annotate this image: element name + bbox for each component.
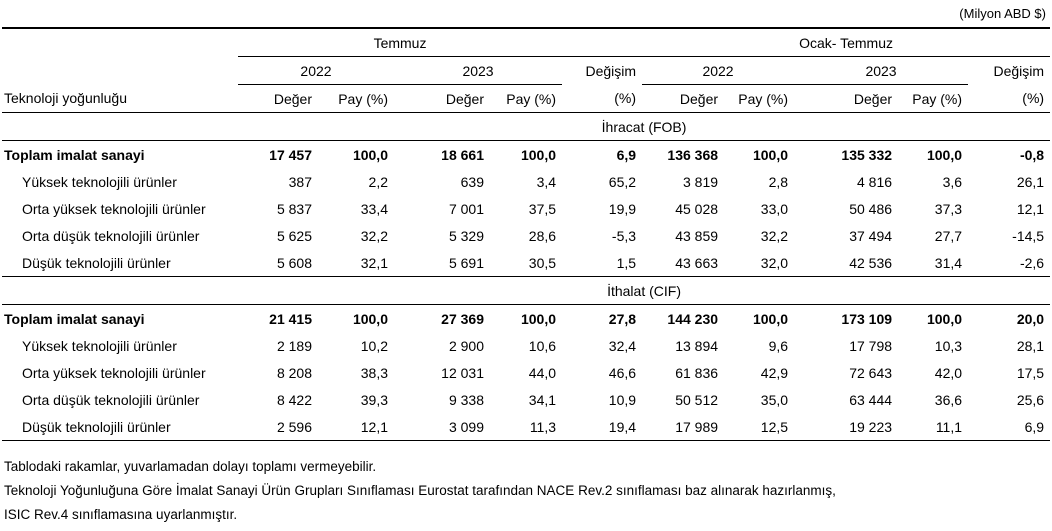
table-cell: 50 512 bbox=[675, 391, 719, 408]
table-cell: 10,3 bbox=[934, 337, 963, 354]
header-share: Pay (%) bbox=[724, 85, 794, 113]
table-cell: 19,9 bbox=[608, 200, 637, 217]
table-cell: 42 536 bbox=[849, 254, 893, 271]
table-cell: 61 836 bbox=[675, 364, 719, 381]
table-row bbox=[2, 332, 1050, 359]
table-cell: 27,8 bbox=[562, 305, 642, 333]
table-row bbox=[2, 386, 1050, 413]
table-cell: 5 837 bbox=[276, 200, 312, 217]
header-share: Pay (%) bbox=[318, 85, 394, 113]
table-cell: 12,5 bbox=[724, 413, 794, 441]
section-title: İhracat (FOB) bbox=[238, 113, 1050, 141]
table-cell: 173 109 bbox=[794, 305, 898, 333]
table-cell: 34,1 bbox=[528, 391, 557, 408]
header-year-2023-ytd: 2023 bbox=[794, 57, 968, 85]
table-cell: 30,5 bbox=[528, 254, 557, 271]
header-group-jan-july: Ocak- Temmuz bbox=[642, 28, 1050, 57]
table-cell: 21 415 bbox=[238, 305, 318, 333]
table-cell: 3 819 bbox=[682, 173, 719, 190]
table-cell: 37,5 bbox=[528, 200, 557, 217]
table-cell: 42,9 bbox=[760, 364, 789, 381]
table-cell: 32,4 bbox=[608, 337, 637, 354]
table-cell: 72 643 bbox=[849, 364, 893, 381]
table-cell: 100,0 bbox=[898, 141, 968, 169]
table-cell: 43 859 bbox=[675, 227, 719, 244]
table-cell: 65,2 bbox=[608, 173, 637, 190]
table-row bbox=[2, 168, 1050, 195]
table-cell: 37,3 bbox=[934, 200, 963, 217]
table-cell: 2,8 bbox=[768, 173, 789, 190]
header-value: Değer bbox=[642, 85, 724, 113]
table-cell: 63 444 bbox=[849, 391, 893, 408]
table-cell: 5 608 bbox=[276, 254, 312, 271]
table-cell: 3,4 bbox=[536, 173, 557, 190]
table-cell: 46,6 bbox=[608, 364, 637, 381]
header-value: Değer bbox=[394, 85, 490, 113]
table-cell: 31,4 bbox=[934, 254, 963, 271]
header-row-group bbox=[2, 28, 1050, 57]
table-cell: 27 369 bbox=[394, 305, 490, 333]
table-cell: 26,1 bbox=[1016, 173, 1045, 190]
table-cell: 17 798 bbox=[849, 337, 893, 354]
table-row bbox=[2, 413, 1050, 441]
table-cell: 5 691 bbox=[448, 254, 484, 271]
row-label: Yüksek teknolojili ürünler bbox=[22, 173, 177, 190]
table-cell: 10,2 bbox=[360, 337, 388, 354]
technology-trade-table bbox=[2, 27, 1050, 441]
row-label: Düşük teknolojili ürünler bbox=[2, 413, 238, 441]
table-cell: 43 663 bbox=[675, 254, 719, 271]
table-cell: 28,1 bbox=[1016, 337, 1045, 354]
table-cell: 7 001 bbox=[448, 200, 484, 217]
section-header-row bbox=[2, 113, 1050, 141]
table-cell: 2 900 bbox=[448, 337, 484, 354]
table-cell: 5 329 bbox=[448, 227, 484, 244]
table-cell: 35,0 bbox=[760, 391, 789, 408]
row-label: Yüksek teknolojili ürünler bbox=[22, 337, 177, 354]
table-cell: 6,9 bbox=[562, 141, 642, 169]
table-cell: 17,5 bbox=[1016, 364, 1045, 381]
table-cell: 10,6 bbox=[528, 337, 557, 354]
table-cell: 45 028 bbox=[675, 200, 719, 217]
table-cell: 32,2 bbox=[760, 227, 789, 244]
table-cell: 1,5 bbox=[616, 254, 637, 271]
table-cell: 2,2 bbox=[368, 173, 388, 190]
table-cell: 100,0 bbox=[318, 305, 394, 333]
header-share: Pay (%) bbox=[898, 85, 968, 113]
table-cell: 3,6 bbox=[942, 173, 963, 190]
table-row bbox=[2, 359, 1050, 386]
table-cell: 6,9 bbox=[968, 413, 1050, 441]
table-row bbox=[2, 222, 1050, 249]
table-cell: -14,5 bbox=[1012, 227, 1045, 244]
table-row bbox=[2, 305, 1050, 333]
table-cell: 28,6 bbox=[528, 227, 557, 244]
row-label: Orta düşük teknolojili ürünler bbox=[22, 391, 200, 408]
table-cell: 12,1 bbox=[318, 413, 394, 441]
table-cell: 20,0 bbox=[968, 305, 1050, 333]
table-cell: 17 989 bbox=[642, 413, 724, 441]
header-year-2022-ytd: 2022 bbox=[642, 57, 794, 85]
table-cell: 32,1 bbox=[360, 254, 388, 271]
table-cell: -2,6 bbox=[1019, 254, 1045, 271]
table-cell: 639 bbox=[460, 173, 484, 190]
table-row bbox=[2, 195, 1050, 222]
header-year-2023-july: 2023 bbox=[394, 57, 562, 85]
header-change-july-2: (%) bbox=[614, 90, 637, 107]
table-cell: 27,7 bbox=[934, 227, 963, 244]
table-cell: 100,0 bbox=[724, 305, 794, 333]
table-cell: 9 338 bbox=[448, 391, 484, 408]
table-cell: 8 422 bbox=[276, 391, 312, 408]
table-cell: 9,6 bbox=[768, 337, 789, 354]
row-label: Toplam imalat sanayi bbox=[2, 141, 238, 169]
header-share: Pay (%) bbox=[490, 85, 562, 113]
table-row bbox=[2, 249, 1050, 277]
table-cell: 100,0 bbox=[318, 141, 394, 169]
table-cell: 19,4 bbox=[562, 413, 642, 441]
footnote: Tablodaki rakamlar, yuvarlamadan dolayı toplamı vermeyebilir. bbox=[4, 459, 377, 474]
table-cell: 2 189 bbox=[276, 337, 312, 354]
table-cell: 144 230 bbox=[642, 305, 724, 333]
table-cell: 11,3 bbox=[490, 413, 562, 441]
table-cell: 100,0 bbox=[490, 305, 562, 333]
footnote: ISIC Rev.4 sınıflamasına uyarlanmıştır. bbox=[4, 507, 238, 522]
table-cell: 4 816 bbox=[856, 173, 893, 190]
header-row-cols bbox=[2, 85, 1050, 113]
table-cell: 38,3 bbox=[360, 364, 388, 381]
table-cell: 100,0 bbox=[490, 141, 562, 169]
table-cell: 12,1 bbox=[1016, 200, 1045, 217]
table-cell: -5,3 bbox=[611, 227, 637, 244]
row-label: Orta düşük teknolojili ürünler bbox=[22, 227, 200, 244]
footnote: Teknoloji Yoğunluğuna Göre İmalat Sanayi Ürün Grupları Sınıflaması Eurostat tarafından NACE Rev.2 sınıflaması baz alınarak hazırlanmış, bbox=[4, 483, 836, 498]
row-label: Düşük teknolojili ürünler bbox=[22, 254, 171, 271]
header-change-ytd-2: (%) bbox=[1022, 90, 1045, 107]
table-cell: 8 208 bbox=[276, 364, 312, 381]
section-header-row bbox=[2, 277, 1050, 305]
header-change-ytd-1: Değişim bbox=[968, 57, 1050, 85]
table-cell: 33,4 bbox=[360, 200, 388, 217]
header-row-year bbox=[2, 57, 1050, 85]
header-value: Değer bbox=[794, 85, 898, 113]
table-cell: 13 894 bbox=[675, 337, 719, 354]
footnotes bbox=[4, 455, 836, 527]
table-cell: 42,0 bbox=[934, 364, 963, 381]
table-cell: 18 661 bbox=[394, 141, 490, 169]
section-title: İthalat (CIF) bbox=[238, 277, 1050, 305]
table-cell: 37 494 bbox=[849, 227, 893, 244]
table-cell: 17 457 bbox=[238, 141, 318, 169]
header-row-label: Teknoloji yoğunluğu bbox=[4, 90, 127, 107]
header-value: Değer bbox=[238, 85, 318, 113]
table-cell: 135 332 bbox=[794, 141, 898, 169]
table-cell: 100,0 bbox=[898, 305, 968, 333]
table-cell: 33,0 bbox=[760, 200, 789, 217]
table-cell: 3 099 bbox=[394, 413, 490, 441]
table-cell: 19 223 bbox=[794, 413, 898, 441]
table-cell: 387 bbox=[288, 173, 312, 190]
row-label: Toplam imalat sanayi bbox=[2, 305, 238, 333]
table-cell: 136 368 bbox=[642, 141, 724, 169]
table-cell: 32,0 bbox=[760, 254, 789, 271]
table-row bbox=[2, 141, 1050, 169]
table-cell: 10,9 bbox=[608, 391, 637, 408]
table-cell: 5 625 bbox=[276, 227, 312, 244]
table-cell: 44,0 bbox=[528, 364, 557, 381]
table-cell: 100,0 bbox=[724, 141, 794, 169]
table-cell: 36,6 bbox=[934, 391, 963, 408]
table-cell: 25,6 bbox=[1016, 391, 1045, 408]
row-label: Orta yüksek teknolojili ürünler bbox=[22, 364, 206, 381]
header-change-july-1: Değişim bbox=[562, 57, 642, 85]
header-group-july: Temmuz bbox=[238, 28, 562, 57]
unit-label: (Milyon ABD $) bbox=[959, 6, 1046, 21]
table-cell: 50 486 bbox=[849, 200, 893, 217]
table-cell: 12 031 bbox=[441, 364, 484, 381]
header-year-2022-july: 2022 bbox=[238, 57, 394, 85]
table-cell: 32,2 bbox=[360, 227, 388, 244]
table-cell: -0,8 bbox=[968, 141, 1050, 169]
table-cell: 39,3 bbox=[360, 391, 388, 408]
row-label: Orta yüksek teknolojili ürünler bbox=[22, 200, 206, 217]
table-cell: 2 596 bbox=[238, 413, 318, 441]
table-cell: 11,1 bbox=[898, 413, 968, 441]
